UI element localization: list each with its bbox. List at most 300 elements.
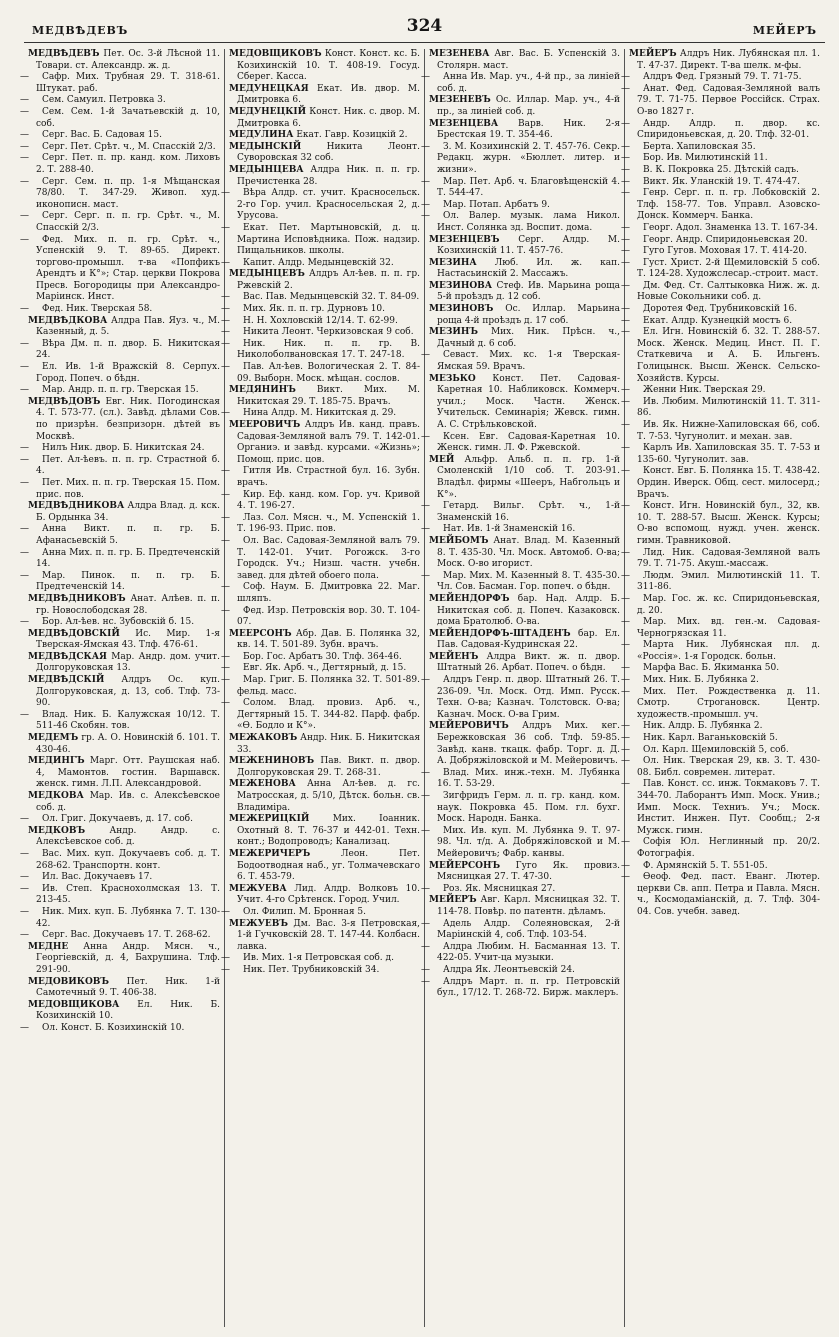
- directory-entry: [221, 327, 420, 339]
- ditto-dash: —: [621, 756, 630, 767]
- ditto-dash: —: [621, 246, 630, 257]
- directory-entry: [429, 594, 620, 629]
- directory-entry: [621, 153, 820, 165]
- directory-entry: [28, 942, 220, 977]
- entry-text: Серг. Вас. Докучаевъ 17. Т. 268-62.: [42, 930, 211, 941]
- column-3: [421, 49, 624, 1327]
- ditto-dash: —: [621, 385, 630, 396]
- entry-text: Люб. Ил. ж. кап. Настасьинскій 2. Массажъ.: [437, 257, 620, 280]
- directory-entry: [621, 222, 820, 235]
- entry-text: Мар. Мих. вд. ген.-м. Садовая-Черногрязская 11.: [637, 617, 820, 639]
- ditto-dash: —: [221, 408, 230, 419]
- directory-entry: [20, 547, 220, 571]
- ditto-dash: —: [421, 570, 430, 581]
- ditto-dash: —: [621, 744, 630, 755]
- directory-entry: [229, 849, 420, 884]
- entry-surname: МЕЖУЕВА: [229, 883, 287, 894]
- entry-text: Ол. Конст. Б. Козихинскій 10.: [42, 1022, 185, 1033]
- directory-entry: [421, 524, 620, 536]
- ditto-dash: —: [421, 918, 430, 929]
- directory-entry: [429, 721, 620, 767]
- directory-entry: [229, 420, 420, 466]
- ditto-dash: —: [621, 420, 630, 430]
- ditto-dash: —: [221, 489, 230, 500]
- directory-entry: [221, 605, 420, 629]
- ditto-dash: —: [621, 686, 630, 697]
- directory-entry: [221, 304, 420, 316]
- entry-text: Мар. Ив. с. Алексѣевское соб. д.: [36, 791, 220, 813]
- entry-text: Георг. Адол. Знаменка 13. Т. 167-34.: [643, 222, 818, 233]
- entry-text: Алдръ Ник. Лубянская пл. 1. Т. 47-37. Директ. Т-ва шелк. м-фы.: [637, 49, 820, 71]
- directory-entry: [28, 397, 220, 443]
- entry-text: В. К. Покровка 25. Дѣтскій садъ.: [643, 164, 799, 175]
- entry-text: Алдра Пав. Яуз. ч., М. Казенный, д. 5.: [36, 315, 220, 338]
- entry-text: Мар. Гос. ж. кс. Спиридоньевская, д. 20.: [637, 593, 820, 616]
- entry-text: Анна Ив. Мар. уч., 4-й пр., за линіей соб. д.: [437, 72, 620, 94]
- entry-surname: МЕЖЕРИЧЕРЪ: [229, 848, 311, 859]
- entry-text: Анна Ал-ѣев. д. гс. Матросская, д. 5/10, Дѣтск. больн. св. Владиміра.: [237, 779, 420, 813]
- directory-entry: [621, 164, 820, 177]
- directory-entry: [621, 257, 820, 281]
- directory-entry: [621, 420, 820, 443]
- directory-entry: [28, 501, 220, 524]
- directory-entry: [20, 385, 220, 397]
- entry-text: Пет. Ал-ѣевъ. п. п. гр. Страстной б. 4.: [36, 454, 220, 477]
- ditto-dash: —: [20, 883, 29, 894]
- entry-text: Ник. Карл. Ваганьковскій 5.: [643, 733, 778, 744]
- entry-text: Ол. Григ. Докучаевъ, д. 17. соб.: [42, 814, 193, 825]
- ditto-dash: —: [20, 1022, 29, 1033]
- ditto-dash: —: [621, 466, 630, 477]
- ditto-dash: —: [621, 188, 630, 199]
- entry-text: Ник. Ник. п. п. гр. В. Николоболвановская 17. Т. 247-18.: [237, 338, 420, 361]
- directory-entry: [221, 292, 420, 304]
- entry-surname: МЕДОВЩИКОВЪ: [229, 49, 322, 59]
- entry-surname: МЕЗЕНЕВА: [429, 49, 490, 59]
- entry-text: Андр. Алдр. п. двор. кс. Спиридоньевская, д. 20. Тлф. 32-01.: [637, 118, 820, 141]
- entry-text: Екат. Алдр. Кузнецкій мостъ 6.: [643, 315, 793, 326]
- ditto-dash: —: [221, 292, 230, 303]
- directory-entry: [20, 443, 220, 455]
- ditto-dash: —: [621, 153, 630, 164]
- entry-text: Алдръ Ал-ѣев. п. п. гр. Ржевскій 2.: [237, 269, 420, 291]
- directory-entry: [429, 235, 620, 258]
- entry-text: Вѣра Алдр. ст. учит. Красносельск. 2-го Гор. учил. Красносельская 2, д. Урусова.: [237, 188, 420, 222]
- entry-text: Евг. Ник. Погодинская 4. Т. 573-77. (сл.). Завѣд. дѣлами Сов. по призрѣн. безпризорн. дѣтей въ Москвѣ.: [36, 396, 220, 442]
- ditto-dash: —: [621, 675, 630, 686]
- entry-text: Ос. Иллар. Мар. уч., 4-й пр., за линіей соб. д.: [437, 95, 620, 117]
- entry-text: Н. Н. Хохловскій 12/14. Т. 62-99.: [243, 315, 398, 326]
- entry-text: Женни Ник. Тверская 29.: [643, 385, 766, 396]
- entry-text: З. М. Козихинскій 2. Т. 457-76. Секр. Редакц. журн. «Бюллет. литер. и жизни».: [437, 141, 620, 175]
- directory-entry: [421, 199, 620, 212]
- directory-entry: [221, 466, 420, 489]
- directory-entry: [421, 501, 620, 524]
- directory-entry: [421, 141, 620, 177]
- directory-entry: [421, 350, 620, 373]
- entry-text: Марфа Вас. Б. Якиманка 50.: [643, 663, 780, 674]
- entry-surname: МЕДОВЩИКОВА: [28, 999, 120, 1010]
- ditto-dash: —: [621, 501, 630, 512]
- directory-entry: [28, 733, 220, 756]
- entry-text: Ол. Ник. Тверская 29, кв. 3. Т. 430-08. Библ. современ. литерат.: [637, 756, 820, 778]
- directory-entry: [621, 675, 820, 687]
- entry-text: Гитля Ив. Страстной бул. 16. Зубн. врачъ.: [237, 466, 420, 488]
- directory-entry: [20, 211, 220, 234]
- entry-text: Нина Алдр. М. Никитская д. 29.: [243, 408, 397, 419]
- entry-text: Ел. Ив. 1-й Вражскій 8. Серпух. Город. Попеч. о бѣдн.: [36, 362, 220, 384]
- entry-text: Бор. Гос. Арбатъ 30. Тлф. 364-46.: [243, 651, 402, 662]
- directory-entry: [621, 315, 820, 328]
- directory-entry: [621, 744, 820, 757]
- directory-entry: [221, 257, 420, 270]
- ditto-dash: —: [221, 466, 230, 477]
- entry-text: Мих. Ник. Б. Лубянка 2.: [643, 675, 759, 686]
- entry-text: Ксен. Евг. Садовая-Каретная 10. Женск. гимн. Л. Ф. Ржевской.: [437, 431, 620, 454]
- entry-text: Фед. Мих. п. п. гр. Срѣт. ч., Успенскій 9. Т. 89-65. Директ. торгово-промышл. т-ва «Попфикъ Арендтъ и К°»; Стар. церкви Покрова Пресв. Богородицы при Александро-Маріинск. Инст.: [36, 234, 220, 303]
- entry-text: Алдръ Ос. куп. Долгоруковская, д. 13, соб. Тлф. 73-90.: [36, 675, 220, 709]
- directory-entry: [621, 686, 820, 722]
- entry-surname: МЕДОВИКОВЪ: [28, 976, 110, 987]
- entry-surname: МЕЗЬКО: [429, 373, 476, 384]
- directory-entry: [28, 756, 220, 791]
- entry-text: Конст. Конст. кс. Б. Козихинскій 10. Т. 408-19. Госуд. Сберег. Касса.: [237, 49, 420, 83]
- entry-text: Мар. Григ. Б. Полянка 32. Т. 501-89. фельд. масс.: [237, 675, 420, 697]
- directory-entry: [229, 733, 420, 756]
- directory-entry: [621, 663, 820, 675]
- entry-text: Ос. Иллар. Марьина роща 4-й проѣздъ д. 17 соб.: [437, 304, 620, 326]
- directory-entry: [221, 906, 420, 919]
- directory-entry: [221, 338, 420, 362]
- entry-text: Зигфридъ Герм. л. п. гр. канд. ком. наук. Покровка 45. Пом. гл. бухг. Моск. Народн. Банка.: [437, 791, 620, 825]
- directory-entry: [28, 594, 220, 617]
- entry-text: Алдра Ник. п. п. гр. Пречистенка 28.: [237, 164, 420, 187]
- entry-text: Алдра Викт. ж. п. двор. Штатный 26. Арбат. Попеч. о бѣдн.: [437, 651, 620, 674]
- entry-text: Вѣра Дм. п. п. двор. Б. Никитская 24.: [36, 338, 220, 361]
- directory-entry: [621, 501, 820, 547]
- entry-text: Мих. Іоанник. Охотный 8. Т. 76-37 и 442-01. Техн. конт.; Водопроводъ; Канализац.: [237, 814, 420, 848]
- directory-entry: [429, 327, 620, 350]
- directory-entry: [28, 1000, 220, 1023]
- entry-text: Нилъ Ник. двор. Б. Никитская 24.: [42, 443, 205, 454]
- entry-text: Алдра Як. Леонтьевскій 24.: [443, 964, 575, 975]
- ditto-dash: —: [20, 304, 29, 315]
- directory-entry: [20, 338, 220, 362]
- entry-surname: МЕЖЕРИЦКІЙ: [229, 814, 310, 825]
- entry-surname: МЕЖАКОВЪ: [229, 733, 298, 744]
- directory-entry: [429, 49, 620, 72]
- entry-text: Лид. Алдр. Волковъ 10. Учит. 4-го Срѣтенск. Город. Учил.: [237, 883, 420, 906]
- directory-entry: [621, 779, 820, 837]
- directory-entry: [221, 408, 420, 420]
- entry-surname: МЕЙЕРОВИЧЪ: [429, 721, 509, 732]
- ditto-dash: —: [20, 106, 29, 117]
- ditto-dash: —: [20, 547, 29, 558]
- ditto-dash: —: [621, 779, 630, 790]
- entry-text: Карлъ Ив. Хапиловская 35. Т. 7-53 и 135-60. Чугунолит. зав.: [637, 443, 820, 465]
- directory-entry: [621, 570, 820, 594]
- entry-text: Андр. Ник. Б. Никитская 33.: [237, 733, 420, 755]
- directory-entry: [221, 651, 420, 664]
- directory-entry: [621, 280, 820, 304]
- ditto-dash: —: [421, 141, 430, 152]
- directory-entry: [20, 906, 220, 930]
- column-1: [20, 49, 224, 1327]
- ditto-dash: —: [221, 605, 230, 616]
- directory-entry: [229, 884, 420, 907]
- entry-surname: МЕДВѢДОВСКІЙ: [28, 628, 120, 639]
- entry-text: Анат. Алѣев. п. п. гр. Новослободская 28.: [36, 593, 220, 616]
- ditto-dash: —: [621, 396, 630, 407]
- ditto-dash: —: [421, 501, 430, 512]
- entry-surname: МЕЙЕРСОНЪ: [429, 860, 501, 871]
- entry-surname: МЕЙБОМЪ: [429, 535, 489, 546]
- ditto-dash: —: [421, 767, 430, 778]
- entry-text: Мих. Як. п. п. гр. Дурновъ 10.: [243, 304, 386, 315]
- entry-text: Викт. Мих. М. Никитская 29. Т. 185-75. Врачъ.: [237, 385, 420, 407]
- entry-surname: МЕЙЕРЪ: [629, 49, 677, 59]
- directory-entry: [20, 477, 220, 501]
- directory-entry: [421, 941, 620, 965]
- directory-entry: [221, 222, 420, 258]
- entry-text: Алдра Влад. д. кск. Б. Ордынка 34.: [36, 501, 220, 523]
- entry-text: Андр. Андр. с. Алексѣевское соб. д.: [36, 825, 220, 848]
- ditto-dash: —: [20, 141, 29, 152]
- entry-surname: МЕДЕМЪ: [28, 733, 79, 744]
- entry-surname: МЕЙЕНДОРФЪ-ШТАДЕНЪ: [429, 628, 571, 639]
- ditto-dash: —: [20, 338, 29, 349]
- entry-text: Сафр. Мих. Трубная 29. Т. 318-61. Штукат. раб.: [36, 72, 220, 94]
- ditto-dash: —: [421, 431, 430, 442]
- directory-entry: [429, 536, 620, 571]
- entry-surname: МЕДЯНИНЪ: [229, 385, 296, 396]
- entry-surname: МЕЙЕНДОРФЪ: [429, 593, 510, 604]
- ditto-dash: —: [20, 848, 29, 859]
- ditto-dash: —: [621, 443, 630, 454]
- entry-text: Пет. Ник. 1-й Самотечный 9. Т. 406-38.: [36, 976, 220, 999]
- directory-entry: [20, 130, 220, 142]
- directory-columns: [20, 49, 825, 1327]
- entry-text: бар. Ел. Пав. Садовая-Кудринская 22.: [437, 628, 620, 651]
- entry-text: Ѳеоф. Фед. паст. Еванг. Лютер. церкви Св. апп. Петра и Павла. Мясн. ч., Космодаміанскій, д. 7. Тлф. 304-04. Сов. учебн. завед.: [637, 872, 820, 917]
- directory-entry: [421, 976, 620, 1000]
- entry-text: Конст. Ник. с. двор. М. Дмитровка 6.: [237, 106, 420, 129]
- entry-text: Ив. Мих. 1-я Петровская соб. д.: [243, 953, 394, 964]
- entry-text: Серг. Пет. п. пр. канд. ком. Лиховъ 2. Т. 288-40.: [36, 153, 220, 175]
- entry-surname: МЕЖУЕВЪ: [229, 918, 289, 929]
- ditto-dash: —: [621, 837, 630, 848]
- entry-text: Ив. Як. Нижне-Хапиловская 66, соб. Т. 7-53. Чугунолит. и механ. зав.: [637, 420, 820, 442]
- directory-entry: [429, 652, 620, 675]
- entry-text: Серг. Серг. п. п. гр. Срѣт. ч., М. Спасскій 2/3.: [36, 211, 220, 233]
- directory-entry: [429, 119, 620, 142]
- directory-entry: [421, 767, 620, 791]
- ditto-dash: —: [621, 118, 630, 129]
- ditto-dash: —: [20, 385, 29, 396]
- ditto-dash: —: [221, 188, 230, 199]
- directory-entry: [621, 188, 820, 223]
- entry-surname: МЕДУНЕЦКАЯ: [229, 83, 309, 94]
- entry-text: Екат. Пет. Мартыновскій, д. ц. Мартина Исповѣдника. Пож. надзир. Пищальников. школы.: [237, 222, 420, 257]
- ditto-dash: —: [221, 257, 230, 268]
- directory-entry: [221, 512, 420, 536]
- entry-text: Ис. Мир. 1-я Тверская-Ямская 43. Тлф. 476-61.: [36, 628, 220, 651]
- running-head-left: МЕДВѢДЕВЪ: [32, 24, 129, 37]
- directory-entry: [621, 617, 820, 640]
- ditto-dash: —: [20, 872, 29, 883]
- entry-text: Роз. Як. Мясницкая 27.: [443, 883, 556, 894]
- directory-entry: [621, 466, 820, 501]
- entry-text: Мих. Пет. Рождественка д. 11. Смотр. Строгановск. Центр. художеств.-промышл. уч.: [637, 686, 820, 720]
- column-2: [221, 49, 424, 1327]
- ditto-dash: —: [20, 906, 29, 917]
- entry-text: Мар. Андр. п. п. гр. Тверская 15.: [42, 385, 199, 396]
- entry-surname: МЕДВѢДОВЪ: [28, 396, 101, 407]
- entry-text: Бор. Ал-ѣев. нс. Зубовскій б. 15.: [42, 617, 195, 628]
- directory-entry: [28, 629, 220, 652]
- ditto-dash: —: [621, 83, 630, 94]
- entry-surname: МЕЙЕРЪ: [429, 895, 477, 906]
- directory-entry: [221, 675, 420, 698]
- directory-entry: [621, 721, 820, 733]
- entry-text: Георг. Андр. Спиридоньевская 20.: [643, 234, 808, 245]
- entry-text: Серг. Пет. Срѣт. ч., М. Спасскій 2/3.: [42, 141, 216, 152]
- ditto-dash: —: [221, 906, 230, 917]
- ditto-dash: —: [221, 675, 230, 686]
- ditto-dash: —: [221, 663, 230, 674]
- entry-text: Ел. Ник. Б. Козихинскій 10.: [36, 999, 220, 1022]
- ditto-dash: —: [421, 176, 430, 187]
- directory-entry: [28, 49, 220, 72]
- directory-entry: [421, 918, 620, 942]
- entry-text: Вас. Мих. куп. Докучаевъ соб. д. Т. 268-62. Транспортн. конт.: [36, 848, 220, 871]
- entry-text: Алдръ Ив. канд. правъ. Садовая-Земляной валъ 79. Т. 142-01. Органиэ. и завѣд. курсами. «Жизнь»; Помощ. прис. цов.: [237, 420, 420, 465]
- ditto-dash: —: [421, 791, 430, 801]
- entry-text: Лаз. Сол. Мясн. ч., М. Успенскій 1. Т. 196-93. Прис. пов.: [237, 512, 420, 535]
- ditto-dash: —: [621, 164, 630, 175]
- directory-entry: [20, 153, 220, 176]
- directory-entry: [621, 385, 820, 397]
- directory-entry: [429, 861, 620, 884]
- entry-text: Анна Мих. п. п. гр. Б. Предтеченскій 14.: [36, 547, 220, 570]
- directory-entry: [421, 825, 620, 861]
- directory-entry: [221, 362, 420, 385]
- entry-text: Авг. Вас. Б. Успенскій 3. Столярн. маст.: [437, 49, 620, 71]
- ditto-dash: —: [621, 72, 630, 83]
- entry-text: Мар. Мих. М. Казенный 8. Т. 435-30. Чл. Сов. Басман. Гор. попеч. о бѣдн.: [437, 570, 620, 593]
- entry-surname: МЕЗИНЪ: [429, 327, 478, 338]
- directory-entry: [621, 83, 820, 119]
- entry-text: Серг. Вас. Б. Садовая 15.: [42, 130, 162, 141]
- directory-entry: [221, 663, 420, 675]
- ditto-dash: —: [621, 593, 630, 604]
- ditto-dash: —: [621, 315, 630, 326]
- entry-surname: МЕДВѢДСКІЙ: [28, 675, 105, 686]
- entry-text: Влад. Ник. Б. Калужская 10/12. Т. 511-46 Скобян. тов.: [36, 709, 220, 732]
- entry-text: Пет. Мих. п. п. гр. Тверская 15. Пом. прис. пов.: [36, 477, 220, 500]
- ditto-dash: —: [221, 953, 230, 964]
- entry-text: Ив. Степ. Краснохолмская 13. Т. 213-45.: [36, 883, 220, 906]
- entry-text: Капит. Алдр. Медынцевскій 32.: [243, 257, 394, 268]
- directory-entry: [621, 118, 820, 142]
- entry-text: Ол. Валер. музык. лама Никол. Инст. Солянка зд. Воспит. дома.: [437, 211, 620, 233]
- entry-text: Нат. Ив. 1-й Знаменскій 16.: [443, 524, 576, 535]
- entry-text: Алдръ Фед. Грязный 79. Т. 71-75.: [643, 72, 802, 83]
- entry-text: Вас. Пав. Медынцевскій 32. Т. 84-09.: [243, 292, 420, 303]
- ditto-dash: —: [621, 304, 630, 315]
- ditto-dash: —: [20, 443, 29, 454]
- ditto-dash: —: [221, 651, 230, 662]
- directory-entry: [229, 814, 420, 849]
- entry-text: Пав. Конст. сс. инж. Токмаковъ 7. Т. 344-70. Лаборантъ Имп. Моск. Унив.; Имп. Моск. Техниъ. Уч.; Моск. Инстит. Инжен. Пут. Сообщ.; 2-я Мужск. гимн.: [637, 779, 820, 836]
- directory-entry: [229, 779, 420, 814]
- entry-text: Ол. Филип. М. Бронная 5.: [243, 906, 366, 917]
- entry-text: Ник. Алдр. Б. Лубянка 2.: [643, 721, 763, 732]
- directory-entry: [421, 791, 620, 826]
- ditto-dash: —: [621, 872, 630, 883]
- ditto-dash: —: [20, 153, 29, 164]
- ditto-dash: —: [621, 176, 630, 187]
- directory-entry: [221, 315, 420, 328]
- entry-surname: МЕДУЛИНА: [229, 130, 294, 141]
- ditto-dash: —: [621, 733, 630, 744]
- directory-entry: [28, 652, 220, 675]
- directory-entry: [421, 675, 620, 721]
- directory-entry: [229, 919, 420, 954]
- directory-entry: [421, 964, 620, 977]
- entry-text: Варв. Ник. 2-я Брестская 19. Т. 354-46.: [437, 118, 620, 141]
- directory-entry: [629, 49, 820, 72]
- directory-entry: [229, 269, 420, 292]
- entry-text: Евг. Як. Арб. ч., Дегтярный, д. 15.: [243, 663, 407, 674]
- directory-entry: [421, 211, 620, 234]
- directory-entry: [28, 316, 220, 339]
- directory-entry: [221, 535, 420, 582]
- directory-entry: [621, 593, 820, 617]
- entry-text: Доротея Фед. Трубниковскій 16.: [643, 304, 798, 315]
- ditto-dash: —: [221, 327, 230, 338]
- entry-text: Ол. Карл. Щемиловскій 5, соб.: [643, 744, 789, 755]
- directory-entry: [429, 629, 620, 652]
- ditto-dash: —: [221, 362, 230, 373]
- entry-surname: МЕЗЕНЦЕВЪ: [429, 234, 500, 245]
- directory-entry: [229, 142, 420, 165]
- entry-surname: МЕДЫНЦЕВА: [229, 164, 304, 175]
- entry-text: Пет. Ос. 3-й Лѣсной 11. Товари. ст. Александр. ж. д.: [36, 49, 220, 71]
- ditto-dash: —: [621, 860, 630, 871]
- entry-text: Леон. Пет. Бодоотводная наб., уг. Толмачевскаго 6. Т. 453-79.: [237, 848, 420, 883]
- entry-text: Мар. Пет. Арб. ч. Благовѣщенскій 4. Т. 544-47.: [437, 176, 620, 199]
- entry-surname: МЕДИНГЪ: [28, 756, 85, 767]
- entry-text: Абр. Дав. Б. Полянка 32, кв. 14. Т. 501-89. Зубн. врачъ.: [237, 628, 420, 651]
- entry-text: Ив. Любим. Милютинскій 11. Т. 311-86.: [637, 396, 820, 419]
- directory-entry: [20, 872, 220, 884]
- ditto-dash: —: [621, 640, 630, 651]
- entry-text: Екат. Гавр. Козицкій 2.: [296, 130, 408, 141]
- directory-entry: [20, 524, 220, 547]
- ditto-dash: —: [421, 964, 430, 975]
- ditto-dash: —: [20, 930, 29, 941]
- directory-entry: [221, 489, 420, 513]
- directory-entry: [429, 95, 620, 118]
- directory-entry: [221, 964, 420, 977]
- entry-surname: МЕДЫНСКІЙ: [229, 141, 302, 152]
- entry-text: Ел. Игн. Новинскій б. 32. Т. 288-57. Моск. Женск. Медиц. Инст. П. Г. Статкевича и А. Б. Ильгенъ. Голицынск. Высш. Женск. Сельско-Хозяйств. Курсы.: [637, 327, 820, 384]
- ditto-dash: —: [20, 234, 29, 245]
- entry-text: Дм. Вас. 3-я Петровская, 1-й Гучковскій 28. Т. 147-44. Колбасн. лавка.: [237, 918, 420, 952]
- directory-entry: [621, 396, 820, 420]
- ditto-dash: —: [221, 222, 230, 233]
